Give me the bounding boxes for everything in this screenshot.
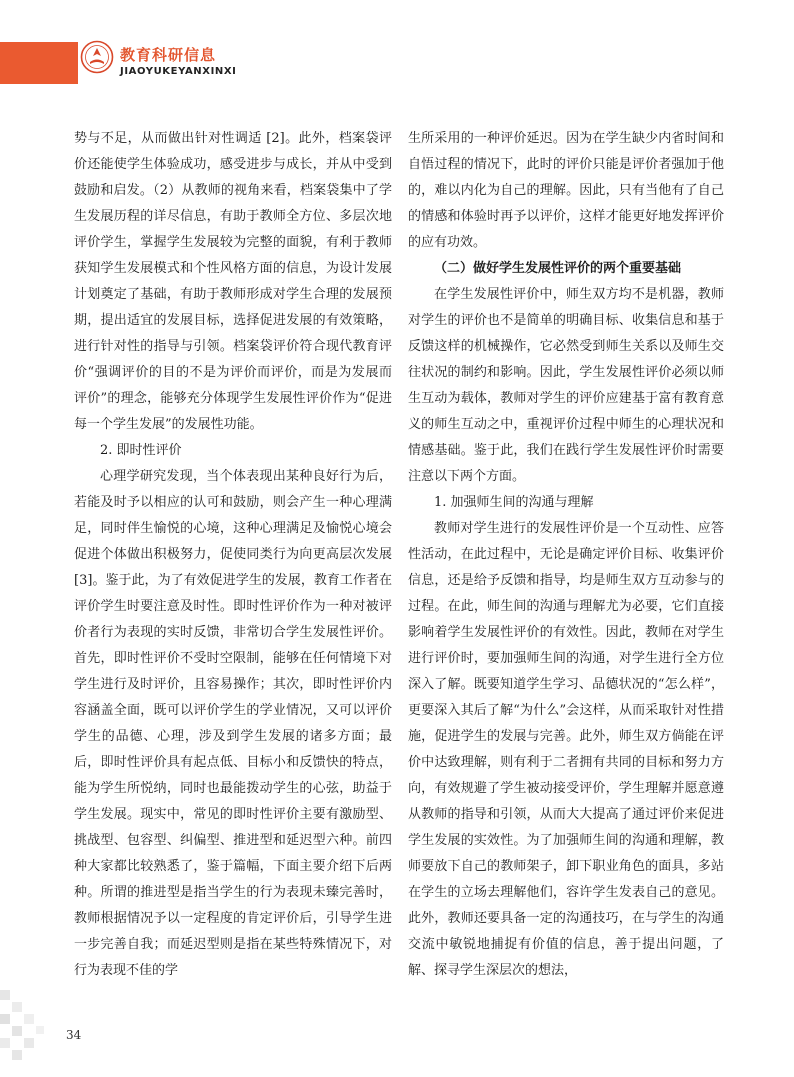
paragraph: 教师对学生进行的发展性评价是一个互动性、应答性活动，在此过程中，无论是确定评价目标、收集评价信息，还是给予反馈和指导，均是师生双方互动参与的过程。在此，师生间的沟通与理解尤为必要，它们直接影响着学生发展性评价的有效性。因此，教师在对学生进行评价时，要加强师生间的沟通，对学生进行全方位深入了解。既要知道学生学习、品德状况的“怎么样”，更要深入其后了解“为什么”会这样，从而采取针对性措施，促进学生的发展与完善。此外，师生双方倘能在评价中达致理解，则有利于二者拥有共同的目标和努力方向，有效规避了学生被动接受评价，学生理解并愿意遵从教师的指导和引领，从而大大提高了通过评价来促进学生发展的实效性。为了加强师生间的沟通和理解，教师要放下自己的教师架子，卸下职业角色的面具，多站在学生的立场去理解他们，容许学生发表自己的意见。此外，教师还要具备一定的沟通技巧，在与学生的沟通交流中敏锐地捕捉有价值的信息，善于提出问题，了解、探寻学生深层次的想法， bbox=[408, 521, 724, 978]
corner-decoration bbox=[0, 990, 60, 1077]
left-text-column bbox=[74, 126, 392, 984]
section-heading: 2. 即时性评价 bbox=[100, 443, 182, 458]
right-text-column bbox=[408, 126, 724, 984]
brand-title-cn: 教育科研信息 bbox=[120, 46, 217, 64]
paragraph: 势与不足，从而做出针对性调适 [2]。此外，档案袋评价还能使学生体验成功，感受进步与成长，并从中受到鼓励和启发。（2）从教师的视角来看，档案袋集中了学生发展历程的详尽信息，有助于教师全方位、多层次地评价学生，掌握学生发展较为完整的面貌，有利于教师获知学生发展模式和个性风格方面的信息，为设计发展计划奠定了基础，有助于教师形成对学生合理的发展预期，提出适宜的发展目标，选择促进发展的有效策略，进行针对性的指导与引领。档案袋评价符合现代教育评价“强调评价的目的不是为评价而评价，而是为发展而评价”的理念，能够充分体现学生发展性评价作为“促进每一个学生发展”的发展性功能。 bbox=[74, 131, 392, 432]
section-subheading: （二）做好学生发展性评价的两个重要基础 bbox=[434, 261, 682, 276]
school-emblem-icon bbox=[80, 40, 114, 74]
header-accent-bar bbox=[0, 42, 78, 84]
paragraph: 生所采用的一种评价延迟。因为在学生缺少内省时间和自悟过程的情况下，此时的评价只能是评价者强加于他的，难以内化为自己的理解。因此，只有当他有了自己的情感和体验时再予以评价，这样才能更好地发挥评价的应有功效。 bbox=[408, 131, 724, 250]
paragraph: 心理学研究发现，当个体表现出某种良好行为后，若能及时予以相应的认可和鼓励，则会产生一种心理满足，同时伴生愉悦的心境，这种心理满足及愉悦心境会促进个体做出积极努力，促使同类行为向更高层次发展 [3]。鉴于此，为了有效促进学生的发展，教育工作者在评价学生时要注意及时性。即时性评价作为一种对被评价者行为表现的实时反馈，非常切合学生发展性评价。首先，即时性评价不受时空限制，能够在任何情境下对学生进行及时评价，且容易操作；其次，即时性评价内容涵盖全面，既可以评价学生的学业情况，又可以评价学生的品德、心理，涉及到学生发展的诸多方面；最后，即时性评价具有起点低、目标小和反馈快的特点，能为学生所悦纳，同时也最能拨动学生的心弦，助益于学生发展。现实中，常见的即时性评价主要有激励型、挑战型、包容型、纠偏型、推进型和延迟型六种。前四种大家都比较熟悉了，鉴于篇幅，下面主要介绍下后两种。所谓的推进型是指当学生的行为表现未臻完善时，教师根据情况予以一定程度的肯定评价后，引导学生进一步完善自我；而延迟型则是指在某些特殊情况下，对行为表现不佳的学 bbox=[74, 469, 392, 978]
paragraph: 在学生发展性评价中，师生双方均不是机器，教师对学生的评价也不是简单的明确目标、收集信息和基于反馈这样的机械操作，它必然受到师生关系以及师生交往状况的制约和影响。因此，学生发展性评价必须以师生互动为载体，教师对学生的评价应建基于富有教育意义的师生互动之中，重视评价过程中师生的心理状况和情感基础。鉴于此，我们在践行学生发展性评价时需要注意以下两个方面。 bbox=[408, 287, 724, 484]
page-number: 34 bbox=[66, 1028, 82, 1042]
section-heading: 1. 加强师生间的沟通与理解 bbox=[434, 495, 594, 510]
brand-title-en: JIAOYUKEYANXINXI bbox=[120, 66, 237, 77]
